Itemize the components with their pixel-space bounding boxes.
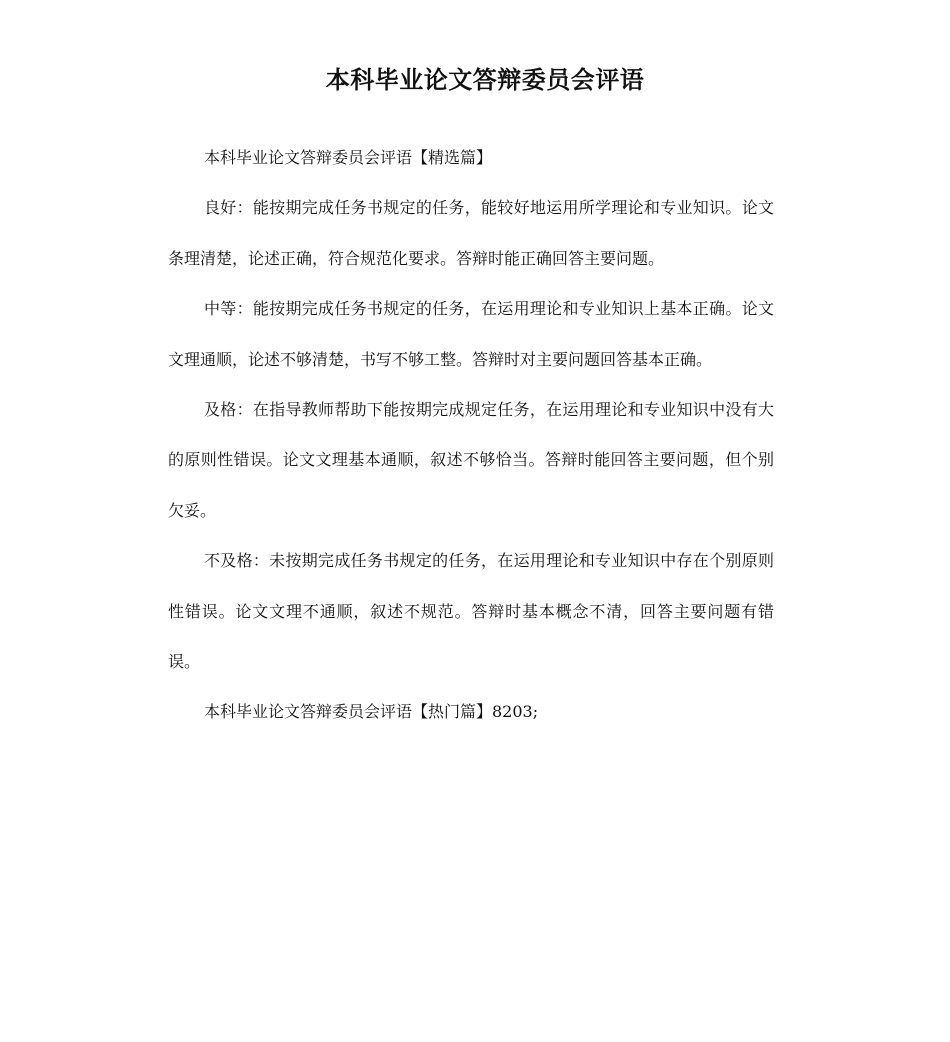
paragraph-section-heading-popular: 本科毕业论文答辩委员会评语【热门篇】8203; [204, 702, 539, 722]
paragraph-section-heading-featured: 本科毕业论文答辩委员会评语【精选篇】 [204, 148, 493, 167]
page-title: 本科毕业论文答辩委员会评语 [325, 66, 645, 94]
paragraph-grade-medium: 中等：能按期完成任务书规定的任务，在运用理论和专业知识上基本正确。论文文理通顺，论述不够清楚，书写不够工整。答辩时对主要问题回答基本正确。 [168, 299, 774, 369]
paragraph-grade-good: 良好：能按期完成任务书规定的任务，能较好地运用所学理论和专业知识。论文条理清楚，论述正确，符合规范化要求。答辩时能正确回答主要问题。 [168, 198, 774, 268]
document-body [168, 133, 774, 738]
paragraph-grade-pass: 及格：在指导教师帮助下能按期完成规定任务，在运用理论和专业知识中没有大的原则性错误。论文文理基本通顺，叙述不够恰当。答辩时能回答主要问题，但个别欠妥。 [168, 400, 774, 520]
paragraph-grade-fail: 不及格：未按期完成任务书规定的任务，在运用理论和专业知识中存在个别原则性错误。论文文理不通顺，叙述不规范。答辩时基本概念不清，回答主要问题有错误。 [168, 551, 774, 672]
